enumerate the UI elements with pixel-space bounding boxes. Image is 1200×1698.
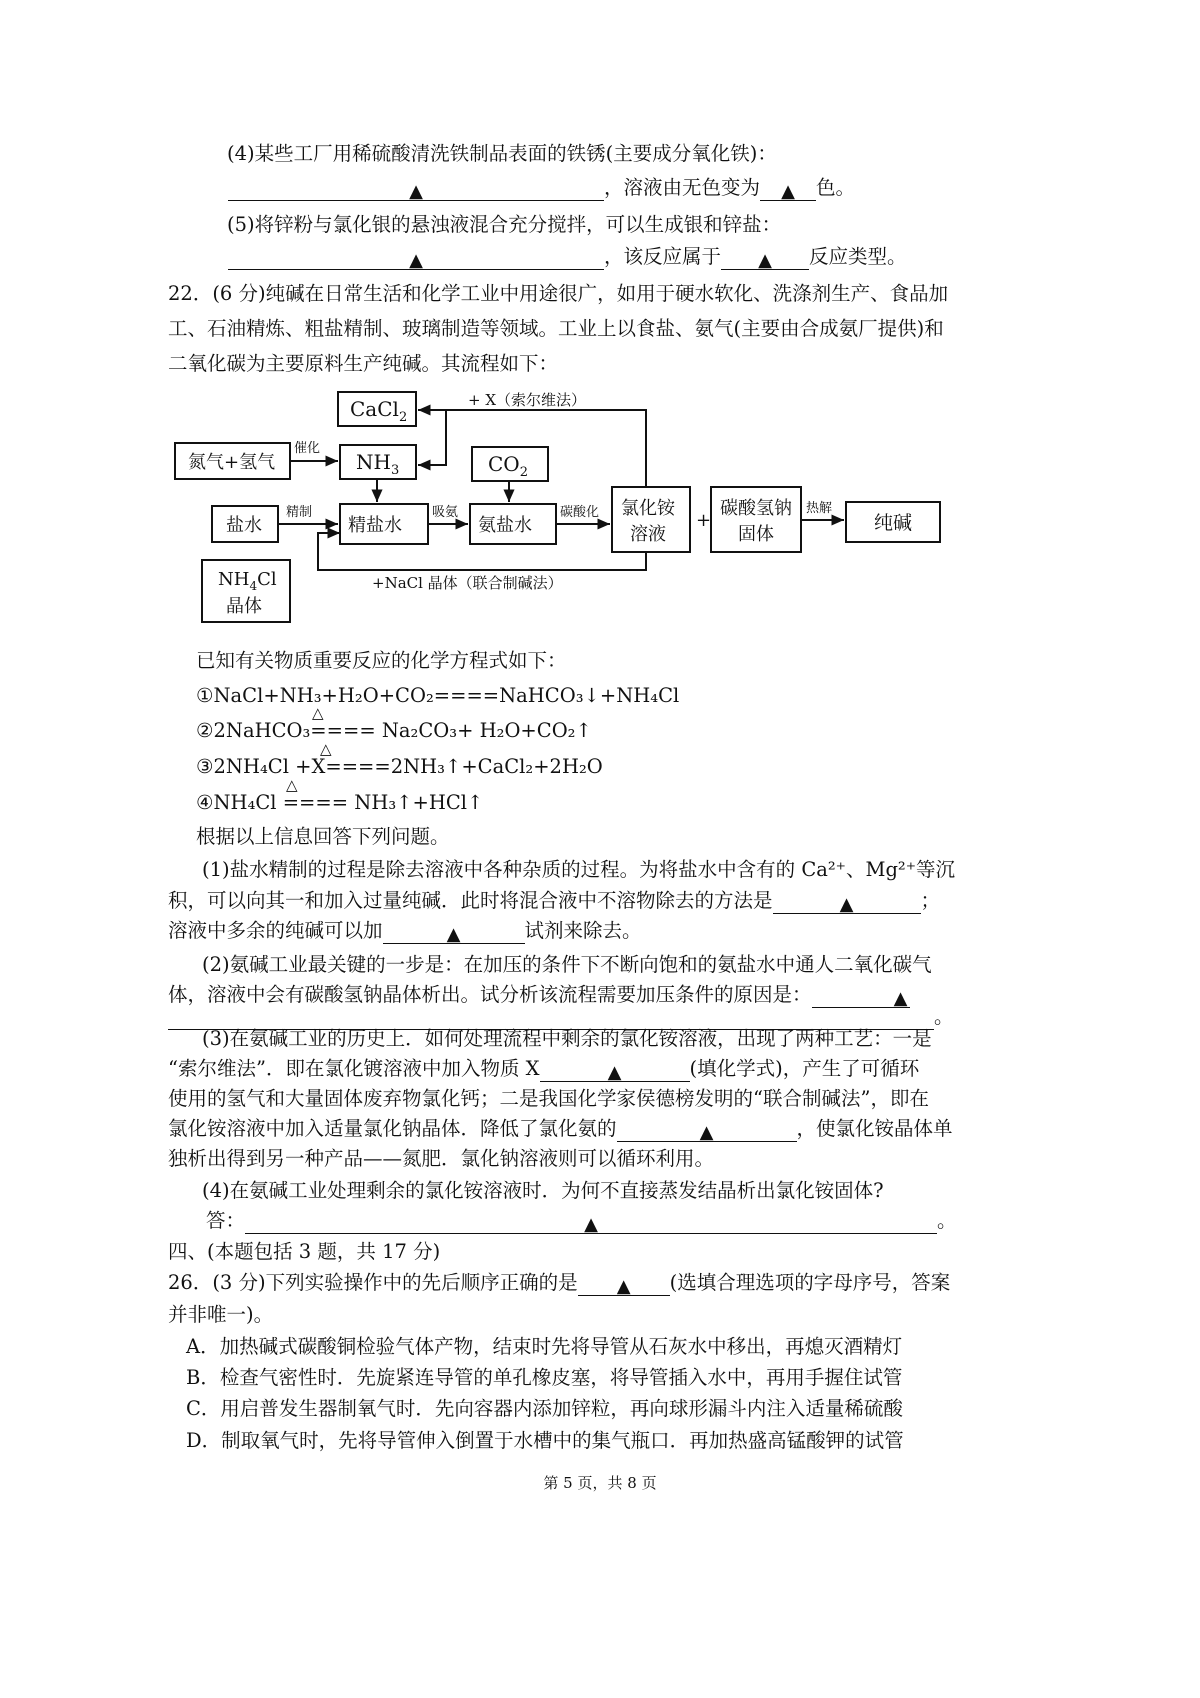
answer-blank[interactable]: ▲	[812, 985, 910, 1008]
sub-question-3-line-4: 氯化铵溶液中加入适量氯化钠晶体．降低了氯化氨的 ▲ ，使氯化铵晶体单	[168, 1117, 953, 1143]
sub-question-3-line-1: (3)在氨碱工业的历史上．如何处理流程中剩余的氯化铵溶液，出现了两种工艺：一是	[202, 1027, 932, 1050]
question-26-line-2: 并非唯一)。	[168, 1303, 274, 1326]
answer-blank[interactable]: ▲	[578, 1273, 670, 1296]
sub-question-4-answer-line: 答： ▲ 。	[206, 1209, 957, 1235]
label-soda-ash: 纯碱	[874, 512, 913, 534]
sub-question-1-line-2: 积，可以向其一和加入过量纯碱．此时将混合液中不溶物除去的方法是 ▲ ；	[168, 889, 941, 915]
label-nahco3-1: 碳酸氢钠	[720, 498, 792, 519]
label-plus-nacl-joint: +NaCl 晶体（联合制碱法）	[372, 574, 563, 592]
option-c: C．用启普发生器制氧气时．先向容器内添加锌粒，再向球形漏斗内注入适量稀硫酸	[186, 1397, 903, 1420]
option-a: A．加热碱式碳酸铜检验气体产物，结束时先将导管从石灰水中移出，再熄灭酒精灯	[186, 1335, 903, 1358]
q21-part4-text: (4)某些工厂用稀硫酸清洗铁制品表面的铁锈(主要成分氧化铁)：	[227, 142, 777, 165]
option-b: B．检查气密性时．先旋紧连导管的单孔橡皮塞，将导管插入水中，再用手握住试管	[186, 1366, 903, 1389]
sub-question-2-line-2: 体，溶液中会有碳酸氢钠晶体析出。试分析该流程需要加压条件的原因是： ▲	[168, 982, 910, 1008]
answer-blank[interactable]: ▲	[721, 247, 809, 270]
sub-question-4-line-1: (4)在氨碱工业处理剩余的氯化铵溶液时．为何不直接蒸发结晶析出氯化铵固体?	[202, 1179, 884, 1202]
answer-blank[interactable]: ▲	[228, 178, 604, 201]
label-ammonia-brine: 氨盐水	[478, 515, 532, 536]
label-brine: 盐水	[226, 515, 262, 536]
delta-symbol: △	[312, 704, 324, 722]
q21-part4-answer-line: ▲ ，溶液由无色变为 ▲ 色。	[228, 175, 855, 201]
label-plus: +	[696, 510, 712, 531]
sub-question-1-line-3: 溶液中多余的纯碱可以加 ▲ 试剂来除去。	[168, 919, 642, 945]
label-nh4cl-crystal-2: 晶体	[226, 596, 262, 617]
answer-blank[interactable]: ▲	[228, 247, 604, 270]
page-number-footer: 第 5 页，共 8 页	[543, 1474, 657, 1492]
label-co2: $CO_2$	[488, 452, 528, 480]
q22-intro-line-2: 工、石油精炼、粗盐精制、玻璃制造等领域。工业上以食盐、氨气(主要由合成氨厂提供)和	[168, 317, 944, 340]
sub-question-1-line-1: (1)盐水精制的过程是除去溶液中各种杂质的过程。为将盐水中含有的 Ca²⁺、Mg²⁺等沉	[202, 858, 956, 881]
answer-intro: 根据以上信息回答下列问题。	[196, 825, 450, 848]
label-catalyst: 催化	[294, 441, 321, 456]
label-carbonation: 碳酸化	[560, 505, 600, 520]
option-d: D．制取氧气时，先将导管伸入倒置于水槽中的集气瓶口．再加热盛高锰酸钾的试管	[186, 1429, 904, 1452]
label-nh4cl-solution-1: 氯化铵	[621, 498, 675, 519]
delta-symbol: △	[286, 776, 298, 794]
known-equations-intro: 已知有关物质重要反应的化学方程式如下：	[196, 649, 567, 672]
soda-process-flow-diagram	[160, 380, 960, 630]
sub-question-3-line-5: 独析出得到另一种产品——氮肥．氯化钠溶液则可以循环利用。	[168, 1147, 715, 1170]
section-4-title: 四、(本题包括 3 题，共 17 分)	[168, 1240, 441, 1263]
label-cacl2: CaCl$_2$	[350, 397, 408, 425]
q21-part5-text: (5)将锌粉与氯化银的悬浊液混合充分搅拌，可以生成银和锌盐：	[227, 213, 782, 236]
question-26-line-1: 26．(3 分)下列实验操作中的先后顺序正确的是 ▲ (选填合理选项的字母序号，答案	[168, 1271, 951, 1297]
label-nh4cl-solution-2: 溶液	[630, 524, 666, 545]
label-pyrolysis: 热解	[806, 501, 833, 516]
sub-question-2-continuation: 。	[168, 1004, 954, 1030]
answer-blank[interactable]: ▲	[617, 1119, 797, 1142]
label-nahco3-2: 固体	[738, 524, 774, 545]
answer-blank[interactable]: ▲	[540, 1059, 690, 1082]
equation-1: ①NaCl+NH₃+H₂O+CO₂====NaHCO₃↓+NH₄Cl	[196, 684, 680, 707]
answer-blank[interactable]: ▲	[760, 178, 816, 201]
label-n2-h2: 氮气+氢气	[188, 452, 276, 473]
answer-blank[interactable]: ▲	[383, 921, 525, 944]
label-plus-x-solvay: + X（索尔维法）	[468, 391, 587, 409]
sub-question-3-line-2: “索尔维法”．即在氯化镀溶液中加入物质 X ▲ (填化学式)，产生了可循环	[168, 1057, 920, 1083]
answer-blank[interactable]: ▲	[245, 1211, 937, 1234]
q22-intro-line-1: 22．(6 分)纯碱在日常生活和化学工业中用途很广，如用于硬水软化、洗涤剂生产、食品加	[168, 282, 949, 305]
sub-question-3-line-3: 使用的氢气和大量固体废弃物氯化钙；二是我国化学家侯德榜发明的“联合制碱法”，即在	[168, 1087, 929, 1110]
label-fine-brine: 精盐水	[348, 515, 402, 536]
label-refine: 精制	[286, 505, 313, 520]
label-nh3: $NH_3$	[356, 450, 400, 478]
equation-2: ②2NaHCO₃==== Na₂CO₃+ H₂O+CO₂↑	[196, 719, 592, 742]
delta-symbol: △	[320, 740, 332, 758]
q21-part5-answer-line: ▲ ，该反应属于 ▲ 反应类型。	[228, 244, 907, 270]
answer-blank[interactable]: ▲	[773, 891, 921, 914]
label-absorb-ammonia: 吸氨	[432, 505, 459, 520]
q22-intro-line-3: 二氧化碳为主要原料生产纯碱。其流程如下：	[168, 352, 559, 375]
equation-3: ③2NH₄Cl +X====2NH₃↑+CaCl₂+2H₂O	[196, 755, 603, 778]
sub-question-2-line-1: (2)氨碱工业最关键的一步是：在加压的条件下不断向饱和的氨盐水中通人二氧化碳气	[202, 953, 932, 976]
equation-4: ④NH₄Cl ==== NH₃↑+HCl↑	[196, 791, 484, 814]
label-nh4cl-crystal-1: $NH_4Cl$	[218, 569, 277, 593]
